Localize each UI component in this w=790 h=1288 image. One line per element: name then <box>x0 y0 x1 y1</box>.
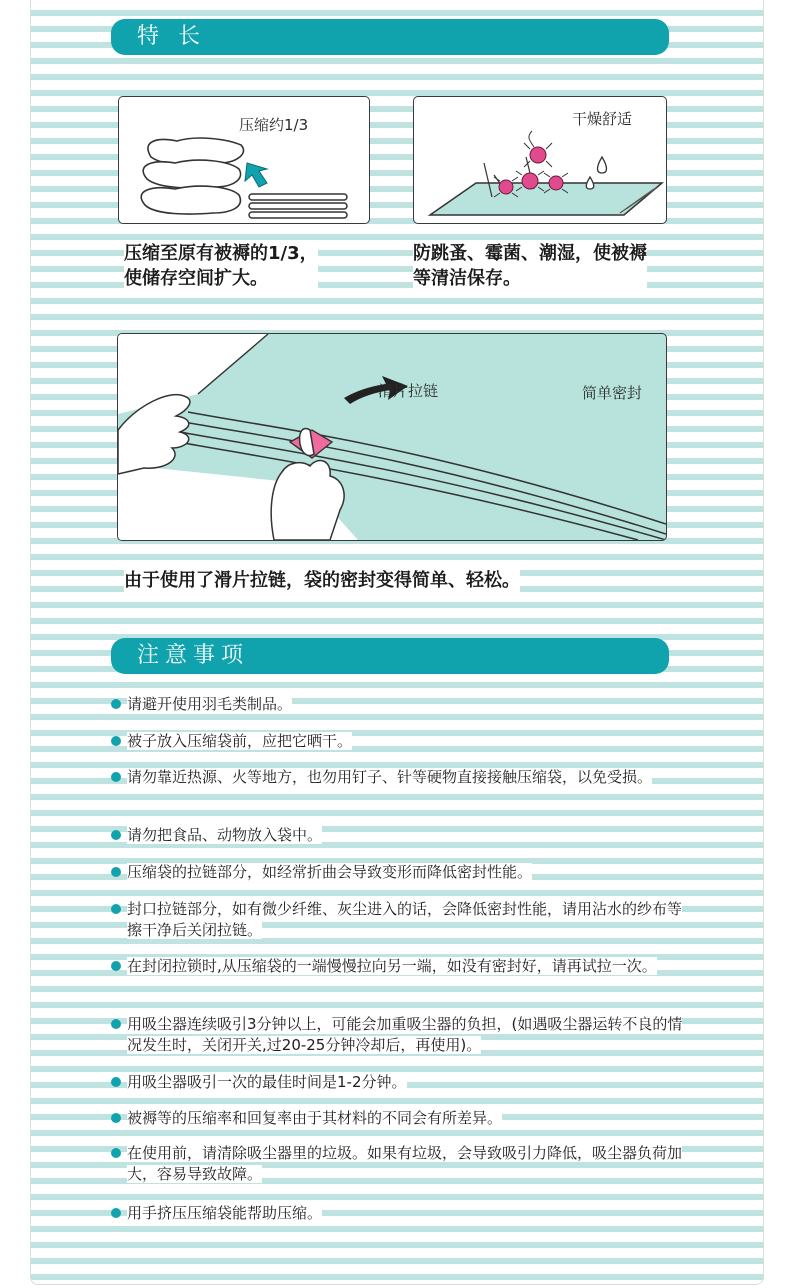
dry-caption-line1: 防跳蚤、霉菌、潮湿，使被褥 <box>413 243 647 264</box>
compress-caption <box>124 241 318 291</box>
bullet-icon <box>111 961 121 971</box>
compress-label: 压缩约1/3 <box>239 116 309 134</box>
bullet-icon <box>111 699 121 709</box>
zipper-caption-text: 由于使用了滑片拉链，袋的密封变得简单、轻松。 <box>124 570 520 591</box>
bullet-icon <box>111 1208 121 1218</box>
notes-section-header <box>111 638 669 674</box>
zipper-bag-illustration <box>118 334 666 540</box>
bullet-icon <box>111 904 121 914</box>
list-item: 请勿把食品、动物放入袋中。 <box>111 825 322 846</box>
bullet-icon <box>111 1019 121 1029</box>
compress-caption-line2: 使储存空间扩大。 <box>124 268 268 289</box>
list-item: 被子放入压缩袋前，应把它晒干。 <box>111 731 352 752</box>
zipper-label: 滑片拉链 <box>378 382 439 400</box>
bullet-icon <box>111 772 121 782</box>
dry-caption <box>413 241 647 291</box>
features-section-header <box>111 19 669 55</box>
list-item: 用吸尘器吸引一次的最佳时间是1-2分钟。 <box>111 1072 407 1093</box>
list-item: 用手挤压压缩袋能帮助压缩。 <box>111 1203 322 1224</box>
dry-illustration-card <box>413 96 667 224</box>
zipper-illustration-card <box>117 333 667 541</box>
compress-caption-line1: 压缩至原有被褥的1/3， <box>124 243 318 264</box>
bullet-icon <box>111 1113 121 1123</box>
compress-illustration-card <box>118 96 370 224</box>
list-item: 用吸尘器连续吸引3分钟以上，可能会加重吸尘器的负担，(如遇吸尘器运转不良的情况发生时，关闭开关,过20-25分钟冷却后，再使用)。 <box>111 1014 687 1056</box>
list-item: 封口拉链部分，如有微少纤维、灰尘进入的话，会降低密封性能，请用沾水的纱布等擦干净后关闭拉链。 <box>111 899 687 941</box>
zipper-caption <box>124 568 520 593</box>
dry-caption-line2: 等清洁保存。 <box>413 268 521 289</box>
product-detail-page <box>30 0 764 1285</box>
list-item: 压缩袋的拉链部分，如经常折曲会导致变形而降低密封性能。 <box>111 862 532 883</box>
list-item: 在使用前，请清除吸尘器里的垃圾。如果有垃圾，会导致吸引力降低，吸尘器负荷加大，容易导致故障。 <box>111 1143 687 1185</box>
list-item: 请勿靠近热源、火等地方，也勿用钉子、针等硬物直接接触压缩袋，以免受损。 <box>111 767 687 788</box>
list-item: 被褥等的压缩率和回复率由于其材料的不同会有所差异。 <box>111 1108 502 1129</box>
seal-label: 简单密封 <box>582 384 643 402</box>
bullet-icon <box>111 1148 121 1158</box>
list-item: 在封闭拉锁时,从压缩袋的一端慢慢拉向另一端，如没有密封好，请再试拉一次。 <box>111 956 687 977</box>
bullet-icon <box>111 736 121 746</box>
bullet-icon <box>111 1077 121 1087</box>
bullet-icon <box>111 830 121 840</box>
notes-title: 注意事项 <box>137 643 250 668</box>
list-item: 请避开使用羽毛类制品。 <box>111 694 292 715</box>
bullet-icon <box>111 867 121 877</box>
dry-label: 干燥舒适 <box>572 110 633 128</box>
features-title: 特 长 <box>137 24 206 49</box>
